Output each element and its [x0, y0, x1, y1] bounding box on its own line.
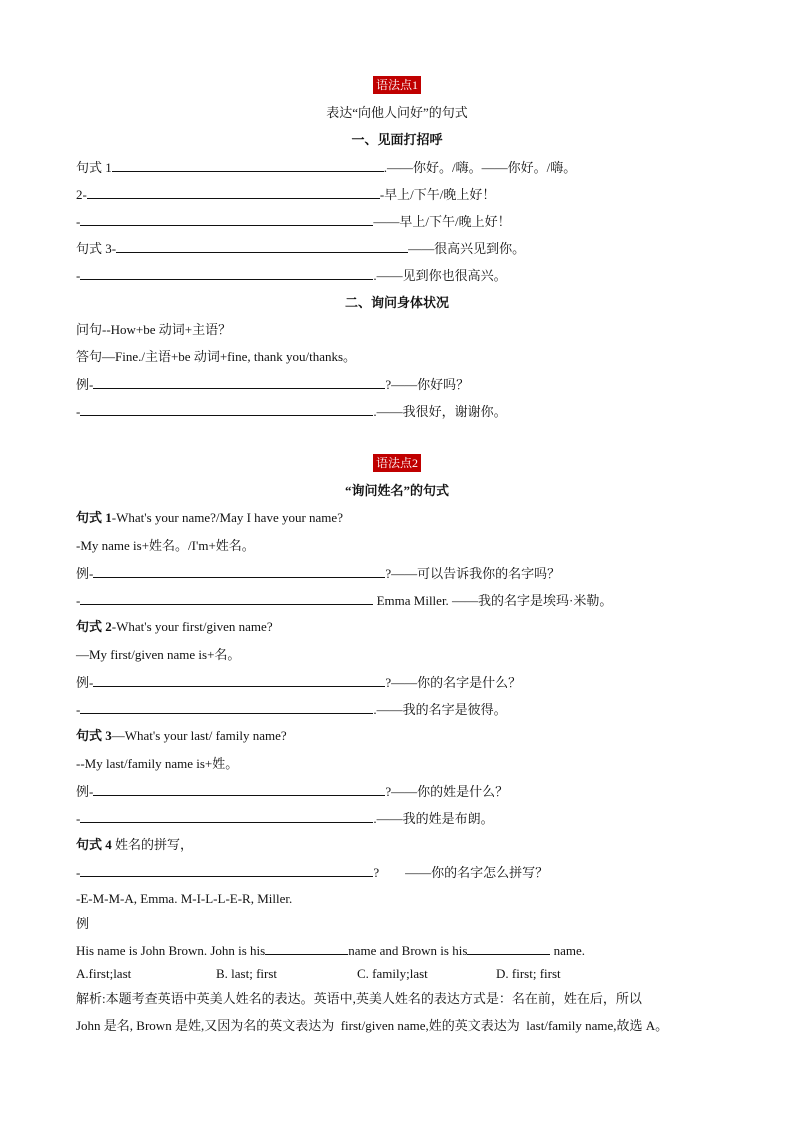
- section2-title: “询问姓名”的句式: [344, 483, 449, 498]
- answer-blank: [112, 158, 384, 172]
- answer-blank: [80, 402, 373, 416]
- answer-form: 答句—Fine./主语+be 动词+fine, thank you/thanks。: [76, 349, 357, 364]
- pattern-text: —What's your last/ family name?: [111, 728, 287, 743]
- line-prefix: -: [76, 404, 81, 419]
- name-pattern-1: [76, 509, 343, 527]
- line-prefix: -: [76, 214, 81, 229]
- question-part-2: name and Brown is his: [348, 943, 468, 958]
- line-prefix: -: [76, 593, 81, 608]
- name-pattern-2-example-answer: [76, 700, 507, 719]
- line-suffix: ——很高兴见到你。: [408, 241, 526, 256]
- example-question: [76, 941, 585, 960]
- name-pattern-4-example-question: [76, 863, 548, 882]
- name-pattern-2-answer: —My first/given name is+名。: [76, 647, 241, 662]
- answer-blank: [93, 564, 385, 578]
- line-prefix: 例-: [76, 377, 94, 392]
- line-prefix: -: [76, 865, 81, 880]
- health-example-question: [76, 375, 469, 394]
- greeting-pattern-2-reply: [76, 212, 511, 231]
- line-suffix: ?——你的姓是什么？: [385, 784, 509, 799]
- analysis-line-1: 解析:本题考查英语中英美人姓名的表达。英语中,英美人姓名的表达方式是：名在前，姓在后，所以: [76, 991, 642, 1006]
- analysis-line-2: John 是名, Brown 是姓,又因为名的英文表达为 first/given name,姓的英文表达为 last/family name,故选 A。: [76, 1018, 669, 1033]
- line-suffix: ?——你好吗？: [385, 377, 470, 392]
- answer-blank: [80, 863, 373, 877]
- question-part-1: His name is John Brown. John is his: [76, 943, 266, 958]
- answer-blank: [93, 782, 385, 796]
- line-prefix: 例-: [76, 784, 94, 799]
- line-prefix: 句式 3-: [76, 241, 117, 256]
- greeting-pattern-1: [76, 158, 576, 177]
- greeting-pattern-3-reply: [76, 266, 507, 285]
- answer-blank: [80, 266, 373, 280]
- name-pattern-4: [76, 836, 193, 854]
- option-b: B. last; first: [216, 966, 278, 981]
- line-prefix: -: [76, 702, 81, 717]
- name-pattern-2-example-question: [76, 673, 521, 692]
- name-pattern-1-example-answer: [76, 591, 612, 610]
- name-pattern-3-example-answer: [76, 809, 494, 828]
- option-a: A.first;last: [76, 966, 132, 981]
- line-prefix: 例-: [76, 675, 94, 690]
- example-label: 例: [76, 916, 90, 931]
- pattern-label: 句式 1: [76, 510, 112, 525]
- line-suffix: .——我很好，谢谢你。: [373, 404, 507, 419]
- health-example-answer: [76, 402, 507, 421]
- line-suffix: -早上/下午/晚上好！: [379, 187, 496, 202]
- answer-blank: [80, 591, 373, 605]
- line-suffix: .——我的名字是彼得。: [373, 702, 507, 717]
- line-prefix: 2-: [76, 187, 87, 202]
- line-prefix: 句式 1: [76, 160, 112, 175]
- line-prefix: -: [76, 811, 81, 826]
- name-pattern-2: [76, 618, 273, 636]
- line-suffix: ?——可以告诉我你的名字吗？: [385, 566, 561, 581]
- answer-blank: [93, 673, 385, 687]
- line-prefix: 例-: [76, 566, 94, 581]
- answer-blank: [80, 809, 373, 823]
- pattern-label: 句式 4: [76, 837, 112, 852]
- section1-subheading-greeting: 一、见面打招呼: [351, 132, 443, 147]
- section1-badge-row: [0, 76, 794, 94]
- answer-blank: [93, 375, 385, 389]
- greeting-pattern-2: [76, 185, 495, 204]
- example-options: [76, 965, 561, 983]
- line-suffix: Emma Miller. ——我的名字是埃玛·米勒。: [373, 593, 613, 608]
- question-form: 问句--How+be 动词+主语？: [76, 322, 232, 337]
- line-suffix: .——你好。/嗨。——你好。/嗨。: [383, 160, 577, 175]
- line-suffix: ? ——你的名字怎么拼写？: [373, 865, 549, 880]
- answer-blank: [467, 941, 550, 955]
- answer-blank: [265, 941, 348, 955]
- pattern-text: -What's your first/given name?: [111, 619, 273, 634]
- line-suffix: ?——你的名字是什么？: [385, 675, 522, 690]
- pattern-label: 句式 2: [76, 619, 112, 634]
- section1-title: 表达“向他人问好”的句式: [326, 105, 468, 120]
- name-pattern-4-answer: -E-M-M-A, Emma. M-I-L-L-E-R, Miller.: [76, 891, 293, 906]
- answer-blank: [80, 212, 373, 226]
- line-prefix: -: [76, 268, 81, 283]
- answer-blank: [87, 185, 380, 199]
- pattern-text: -What's your name?/May I have your name?: [111, 510, 343, 525]
- option-c: C. family;last: [357, 966, 428, 981]
- section1-badge: 语法点1: [373, 76, 421, 94]
- line-suffix: .——我的姓是布朗。: [373, 811, 494, 826]
- pattern-label: 句式 3: [76, 728, 112, 743]
- section2-badge-row: [0, 454, 794, 472]
- greeting-pattern-3: [76, 239, 525, 258]
- name-pattern-3-answer: --My last/family name is+姓。: [76, 756, 239, 771]
- section1-subheading-health: 二、询问身体状况: [344, 295, 449, 310]
- answer-blank: [80, 700, 373, 714]
- name-pattern-3-example-question: [76, 782, 508, 801]
- line-suffix: .——见到你也很高兴。: [373, 268, 507, 283]
- name-pattern-1-answer: -My name is+姓名。/I'm+姓名。: [76, 538, 255, 553]
- question-part-3: name.: [550, 943, 586, 958]
- line-suffix: ——早上/下午/晚上好！: [373, 214, 511, 229]
- answer-blank: [116, 239, 408, 253]
- name-pattern-3: [76, 727, 287, 745]
- section2-badge: 语法点2: [373, 454, 421, 472]
- name-pattern-1-example-question: [76, 564, 560, 583]
- pattern-text: 姓名的拼写，: [111, 837, 194, 852]
- option-d: D. first; first: [496, 966, 561, 981]
